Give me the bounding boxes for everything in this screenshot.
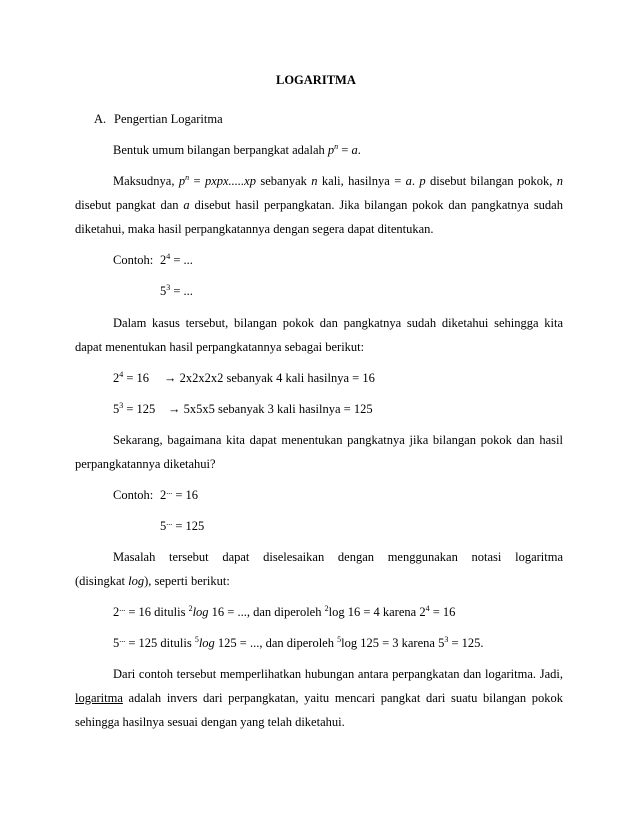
text: ... bbox=[119, 635, 126, 644]
text: p bbox=[419, 174, 426, 188]
text: adalah invers dari perpangkatan, yaitu mencari pangkat dari suatu bilangan pokok bbox=[122, 691, 563, 705]
text: 16 = ..., dan diperoleh bbox=[208, 605, 325, 619]
text: 3 bbox=[444, 635, 449, 644]
text: log bbox=[128, 574, 145, 588]
text: . bbox=[357, 143, 361, 157]
text: sebanyak bbox=[255, 174, 312, 188]
paragraph-maksudnya-line3: diketahui, maka hasil perpangkatannya dengan segera dapat ditentukan. bbox=[75, 222, 434, 236]
text: n bbox=[185, 173, 190, 182]
text: n bbox=[311, 174, 318, 188]
paragraph-dari-contoh-line3: sehingga hasilnya sesuai dengan yang telah diketahui. bbox=[75, 715, 345, 729]
text: 4 bbox=[425, 604, 430, 613]
arrow-icon: → bbox=[168, 402, 181, 416]
section-heading bbox=[94, 111, 223, 127]
text: a bbox=[351, 143, 358, 157]
contoh-2-label: Contoh: bbox=[113, 488, 154, 502]
logaritma-term: logaritma bbox=[75, 691, 123, 705]
text: = ... bbox=[170, 284, 193, 298]
text: n bbox=[556, 174, 564, 188]
text: n bbox=[334, 142, 339, 151]
text: 5 bbox=[113, 402, 120, 416]
text: 2 bbox=[160, 488, 167, 502]
text: a bbox=[405, 174, 412, 188]
text: disebut bilangan pokok, bbox=[425, 174, 557, 188]
text: (disingkat bbox=[75, 574, 129, 588]
paragraph-dari-contoh-line1: Dari contoh tersebut memperlihatkan hubungan antara perpangkatan dan logaritma. Jadi, bbox=[113, 667, 563, 681]
paragraph-dari-contoh-line2 bbox=[75, 690, 563, 706]
contoh-1-label: Contoh: bbox=[113, 253, 154, 267]
paragraph-sekarang-line2: perpangkatannya diketahui? bbox=[75, 457, 216, 471]
text: ... bbox=[119, 604, 126, 613]
text: 125 = ..., dan diperoleh bbox=[214, 636, 338, 650]
text: = 125 ditulis bbox=[125, 636, 195, 650]
text: a bbox=[183, 198, 190, 212]
text: 5 bbox=[113, 636, 120, 650]
text: 2x2x2x2 sebanyak 4 kali hasilnya = 16 bbox=[176, 371, 375, 385]
paragraph-sekarang-line1: Sekarang, bagaimana kita dapat menentukan pangkatnya jika bilangan pokok dan hasil bbox=[113, 433, 563, 447]
text: disebut pangkat dan bbox=[75, 198, 184, 212]
result-row-2-desc bbox=[168, 401, 373, 417]
text: pxpx.....xp bbox=[204, 174, 256, 188]
contoh-1-example-1 bbox=[160, 252, 193, 268]
log-example-1 bbox=[113, 604, 455, 620]
text: log bbox=[198, 636, 215, 650]
text: = 125 bbox=[123, 402, 156, 416]
text: 2 bbox=[160, 253, 167, 267]
paragraph-masalah-line2 bbox=[75, 573, 230, 589]
text: log 125 = 3 karena 5 bbox=[341, 636, 445, 650]
text: = ... bbox=[170, 253, 193, 267]
text: 4 bbox=[166, 252, 171, 261]
text: . bbox=[411, 174, 420, 188]
text: = bbox=[189, 174, 205, 188]
text: = 16 bbox=[123, 371, 150, 385]
text: 2 bbox=[113, 371, 120, 385]
section-title: Pengertian Logaritma bbox=[114, 112, 223, 126]
result-row-2 bbox=[113, 401, 155, 417]
text: Bentuk umum bilangan berpangkat adalah bbox=[113, 143, 328, 157]
text: 5 bbox=[194, 635, 199, 644]
text: = 125. bbox=[448, 636, 484, 650]
text: log bbox=[192, 605, 209, 619]
text: = 16 ditulis bbox=[125, 605, 189, 619]
text: 3 bbox=[119, 401, 124, 410]
text: p bbox=[178, 174, 186, 188]
paragraph-masalah-line1: Masalah tersebut dapat diselesaikan dengan menggunakan notasi logaritma bbox=[113, 550, 563, 564]
contoh-2-example-2 bbox=[160, 518, 204, 534]
text: log 16 = 4 karena 2 bbox=[328, 605, 426, 619]
page-title: LOGARITMA bbox=[276, 73, 356, 87]
text: Maksudnya, bbox=[113, 174, 179, 188]
text: 2 bbox=[188, 604, 193, 613]
text: ... bbox=[166, 518, 173, 527]
section-label: A. bbox=[94, 112, 107, 126]
text: = 125 bbox=[172, 519, 205, 533]
text: 5 bbox=[160, 284, 167, 298]
result-row-1-desc bbox=[164, 370, 375, 386]
contoh-2-example-1 bbox=[160, 487, 198, 503]
result-row-1 bbox=[113, 370, 149, 386]
text: ... bbox=[166, 487, 173, 496]
text: 5x5x5 sebanyak 3 kali hasilnya = 125 bbox=[180, 402, 373, 416]
paragraph-dalam-kasus-line1: Dalam kasus tersebut, bilangan pokok dan pangkatnya sudah diketahui sehingga kita bbox=[113, 316, 563, 330]
text: = 16 bbox=[429, 605, 456, 619]
arrow-icon: → bbox=[164, 371, 177, 385]
paragraph-bentuk-umum bbox=[113, 142, 361, 158]
log-example-2 bbox=[113, 635, 484, 651]
text: 5 bbox=[337, 635, 342, 644]
paragraph-maksudnya-line2 bbox=[75, 197, 563, 213]
text: kali, hasilnya = bbox=[317, 174, 406, 188]
text: 4 bbox=[119, 370, 124, 379]
paragraph-maksudnya-line1 bbox=[113, 173, 563, 189]
text: ), seperti berikut: bbox=[144, 574, 230, 588]
text: 3 bbox=[166, 283, 171, 292]
text: 5 bbox=[160, 519, 167, 533]
text: = 16 bbox=[172, 488, 199, 502]
paragraph-dalam-kasus-line2: dapat menentukan hasil perpangkatannya sebagai berikut: bbox=[75, 340, 365, 354]
text: = bbox=[338, 143, 352, 157]
text: disebut hasil perpangkatan. Jika bilangan pokok dan pangkatnya sudah bbox=[189, 198, 563, 212]
text: p bbox=[327, 143, 335, 157]
text: 2 bbox=[113, 605, 120, 619]
contoh-1-example-2 bbox=[160, 283, 193, 299]
text: 2 bbox=[324, 604, 329, 613]
